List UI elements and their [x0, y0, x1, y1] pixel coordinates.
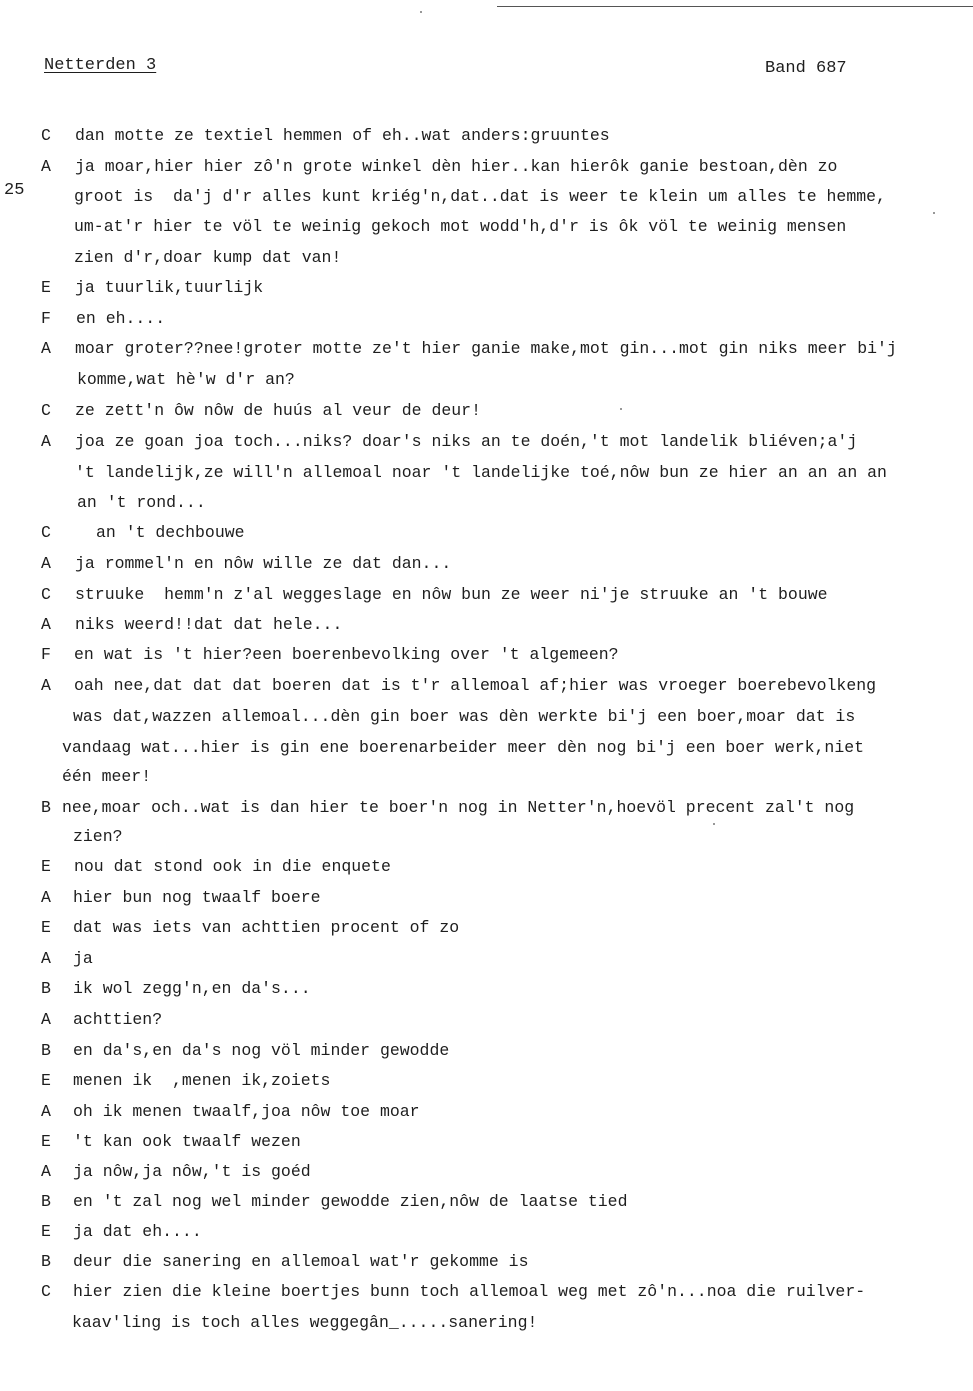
speaker-label: A: [41, 157, 51, 176]
transcript-line: en da's,en da's nog völ minder gewodde: [73, 1041, 450, 1060]
speaker-label: A: [41, 554, 51, 573]
transcript-line: deur die sanering en allemoal wat'r gekomme is: [73, 1252, 529, 1271]
speaker-label: E: [41, 857, 51, 876]
transcript-line: struuke hemm'n z'al weggeslage en nôw bun ze weer ni'je struuke an 't bouwe: [75, 585, 828, 604]
speaker-label: A: [41, 339, 51, 358]
transcript-line: en wat is 't hier?een boerenbevolking over 't algemeen?: [74, 645, 619, 664]
transcript-line: kaav'ling is toch alles weggegân_.....sanering!: [72, 1313, 538, 1332]
transcript-line: dan motte ze textiel hemmen of eh..wat anders:gruuntes: [75, 126, 610, 145]
speaker-label: A: [41, 676, 51, 695]
transcript-line: zien?: [73, 827, 123, 846]
transcript-line: an 't rond...: [77, 493, 206, 512]
speaker-label: E: [41, 918, 51, 937]
speaker-label: A: [41, 949, 51, 968]
transcript-line: ja dat eh....: [73, 1222, 202, 1241]
speaker-label: A: [41, 1162, 51, 1181]
transcript-line: 't kan ook twaalf wezen: [73, 1132, 301, 1151]
speaker-label: A: [41, 1010, 51, 1029]
transcript-line: nou dat stond ook in die enquete: [74, 857, 391, 876]
transcript-line: ja moar,hier hier zô'n grote winkel dèn hier..kan hierôk ganie bestoan,dèn zo: [75, 157, 838, 176]
transcript-line: ja tuurlik,tuurlijk: [75, 278, 264, 297]
margin-line-number: 25: [4, 181, 25, 200]
transcript-line: groot is da'j d'r alles kunt kriég'n,dat..dat is weer te klein um alles te hemme,: [74, 187, 886, 206]
transcript-line: achttien?: [73, 1010, 163, 1029]
transcript-line: nee,moar och..wat is dan hier te boer'n nog in Netter'n,hoevöl precent zal't nog: [62, 798, 855, 817]
scan-speck: [933, 212, 935, 214]
speaker-label: B: [41, 798, 51, 817]
speaker-label: B: [41, 1252, 51, 1271]
transcript-line: an 't dechbouwe: [96, 523, 245, 542]
transcript-line: hier bun nog twaalf boere: [73, 888, 321, 907]
speaker-label: A: [41, 1102, 51, 1121]
band-number: Band 687: [765, 59, 847, 78]
transcript-line: en 't zal nog wel minder gewodde zien,nôw de laatse tied: [73, 1192, 628, 1211]
transcript-line: ze zett'n ôw nôw de huús al veur de deur!: [75, 401, 481, 420]
speaker-label: C: [41, 401, 51, 420]
speaker-label: B: [41, 979, 51, 998]
transcript-line: niks weerd!!dat dat hele...: [75, 615, 343, 634]
document-title: Netterden 3: [44, 56, 157, 75]
speaker-label: F: [41, 309, 51, 328]
transcript-line: joa ze goan joa toch...niks? doar's niks an te doén,'t mot landelik bliéven;a'j: [75, 432, 858, 451]
transcript-line: ja nôw,ja nôw,'t is goéd: [73, 1162, 311, 1181]
speaker-label: C: [41, 1282, 51, 1301]
transcript-line: oh ik menen twaalf,joa nôw toe moar: [73, 1102, 420, 1121]
speaker-label: C: [41, 126, 51, 145]
transcript-line: 't landelijk,ze will'n allemoal noar 't landelijke toé,nôw bun ze hier an an an an: [75, 463, 887, 482]
transcript-line: dat was iets van achttien procent of zo: [73, 918, 460, 937]
speaker-label: E: [41, 1071, 51, 1090]
scan-speck: [713, 823, 715, 825]
transcript-line: um-at'r hier te völ te weinig gekoch mot wodd'h,d'r is ôk völ te weinig mensen: [74, 217, 847, 236]
scan-speck: [420, 11, 422, 13]
transcript-line: menen ik ,menen ik,zoiets: [73, 1071, 331, 1090]
speaker-label: F: [41, 645, 51, 664]
speaker-label: A: [41, 615, 51, 634]
transcript-line: zien d'r,doar kump dat van!: [74, 248, 342, 267]
speaker-label: A: [41, 432, 51, 451]
transcript-line: vandaag wat...hier is gin ene boerenarbeider meer dèn nog bi'j een boer werk,niet: [62, 738, 865, 757]
transcript-line: was dat,wazzen allemoal...dèn gin boer was dèn werkte bi'j een boer,moar dat is: [73, 707, 856, 726]
scan-speck: [620, 408, 622, 410]
transcript-line: moar groter??nee!groter motte ze't hier ganie make,mot gin...mot gin niks meer bi'j: [75, 339, 897, 358]
speaker-label: A: [41, 888, 51, 907]
speaker-label: B: [41, 1192, 51, 1211]
transcript-line: ik wol zegg'n,en da's...: [73, 979, 311, 998]
speaker-label: C: [41, 585, 51, 604]
speaker-label: E: [41, 1222, 51, 1241]
speaker-label: C: [41, 523, 51, 542]
speaker-label: B: [41, 1041, 51, 1060]
speaker-label: E: [41, 278, 51, 297]
transcript-line: ja: [73, 949, 93, 968]
transcript-line: en eh....: [76, 309, 166, 328]
transcript-line: hier zien die kleine boertjes bunn toch allemoal weg met zô'n...noa die ruilver-: [73, 1282, 866, 1301]
transcript-line: ja rommel'n en nôw wille ze dat dan...: [75, 554, 452, 573]
top-rule: [497, 6, 973, 7]
speaker-label: E: [41, 1132, 51, 1151]
transcript-line: oah nee,dat dat dat boeren dat is t'r allemoal af;hier was vroeger boerebevolkeng: [74, 676, 877, 695]
transcript-line: komme,wat hè'w d'r an?: [77, 370, 295, 389]
transcript-line: één meer!: [62, 767, 152, 786]
